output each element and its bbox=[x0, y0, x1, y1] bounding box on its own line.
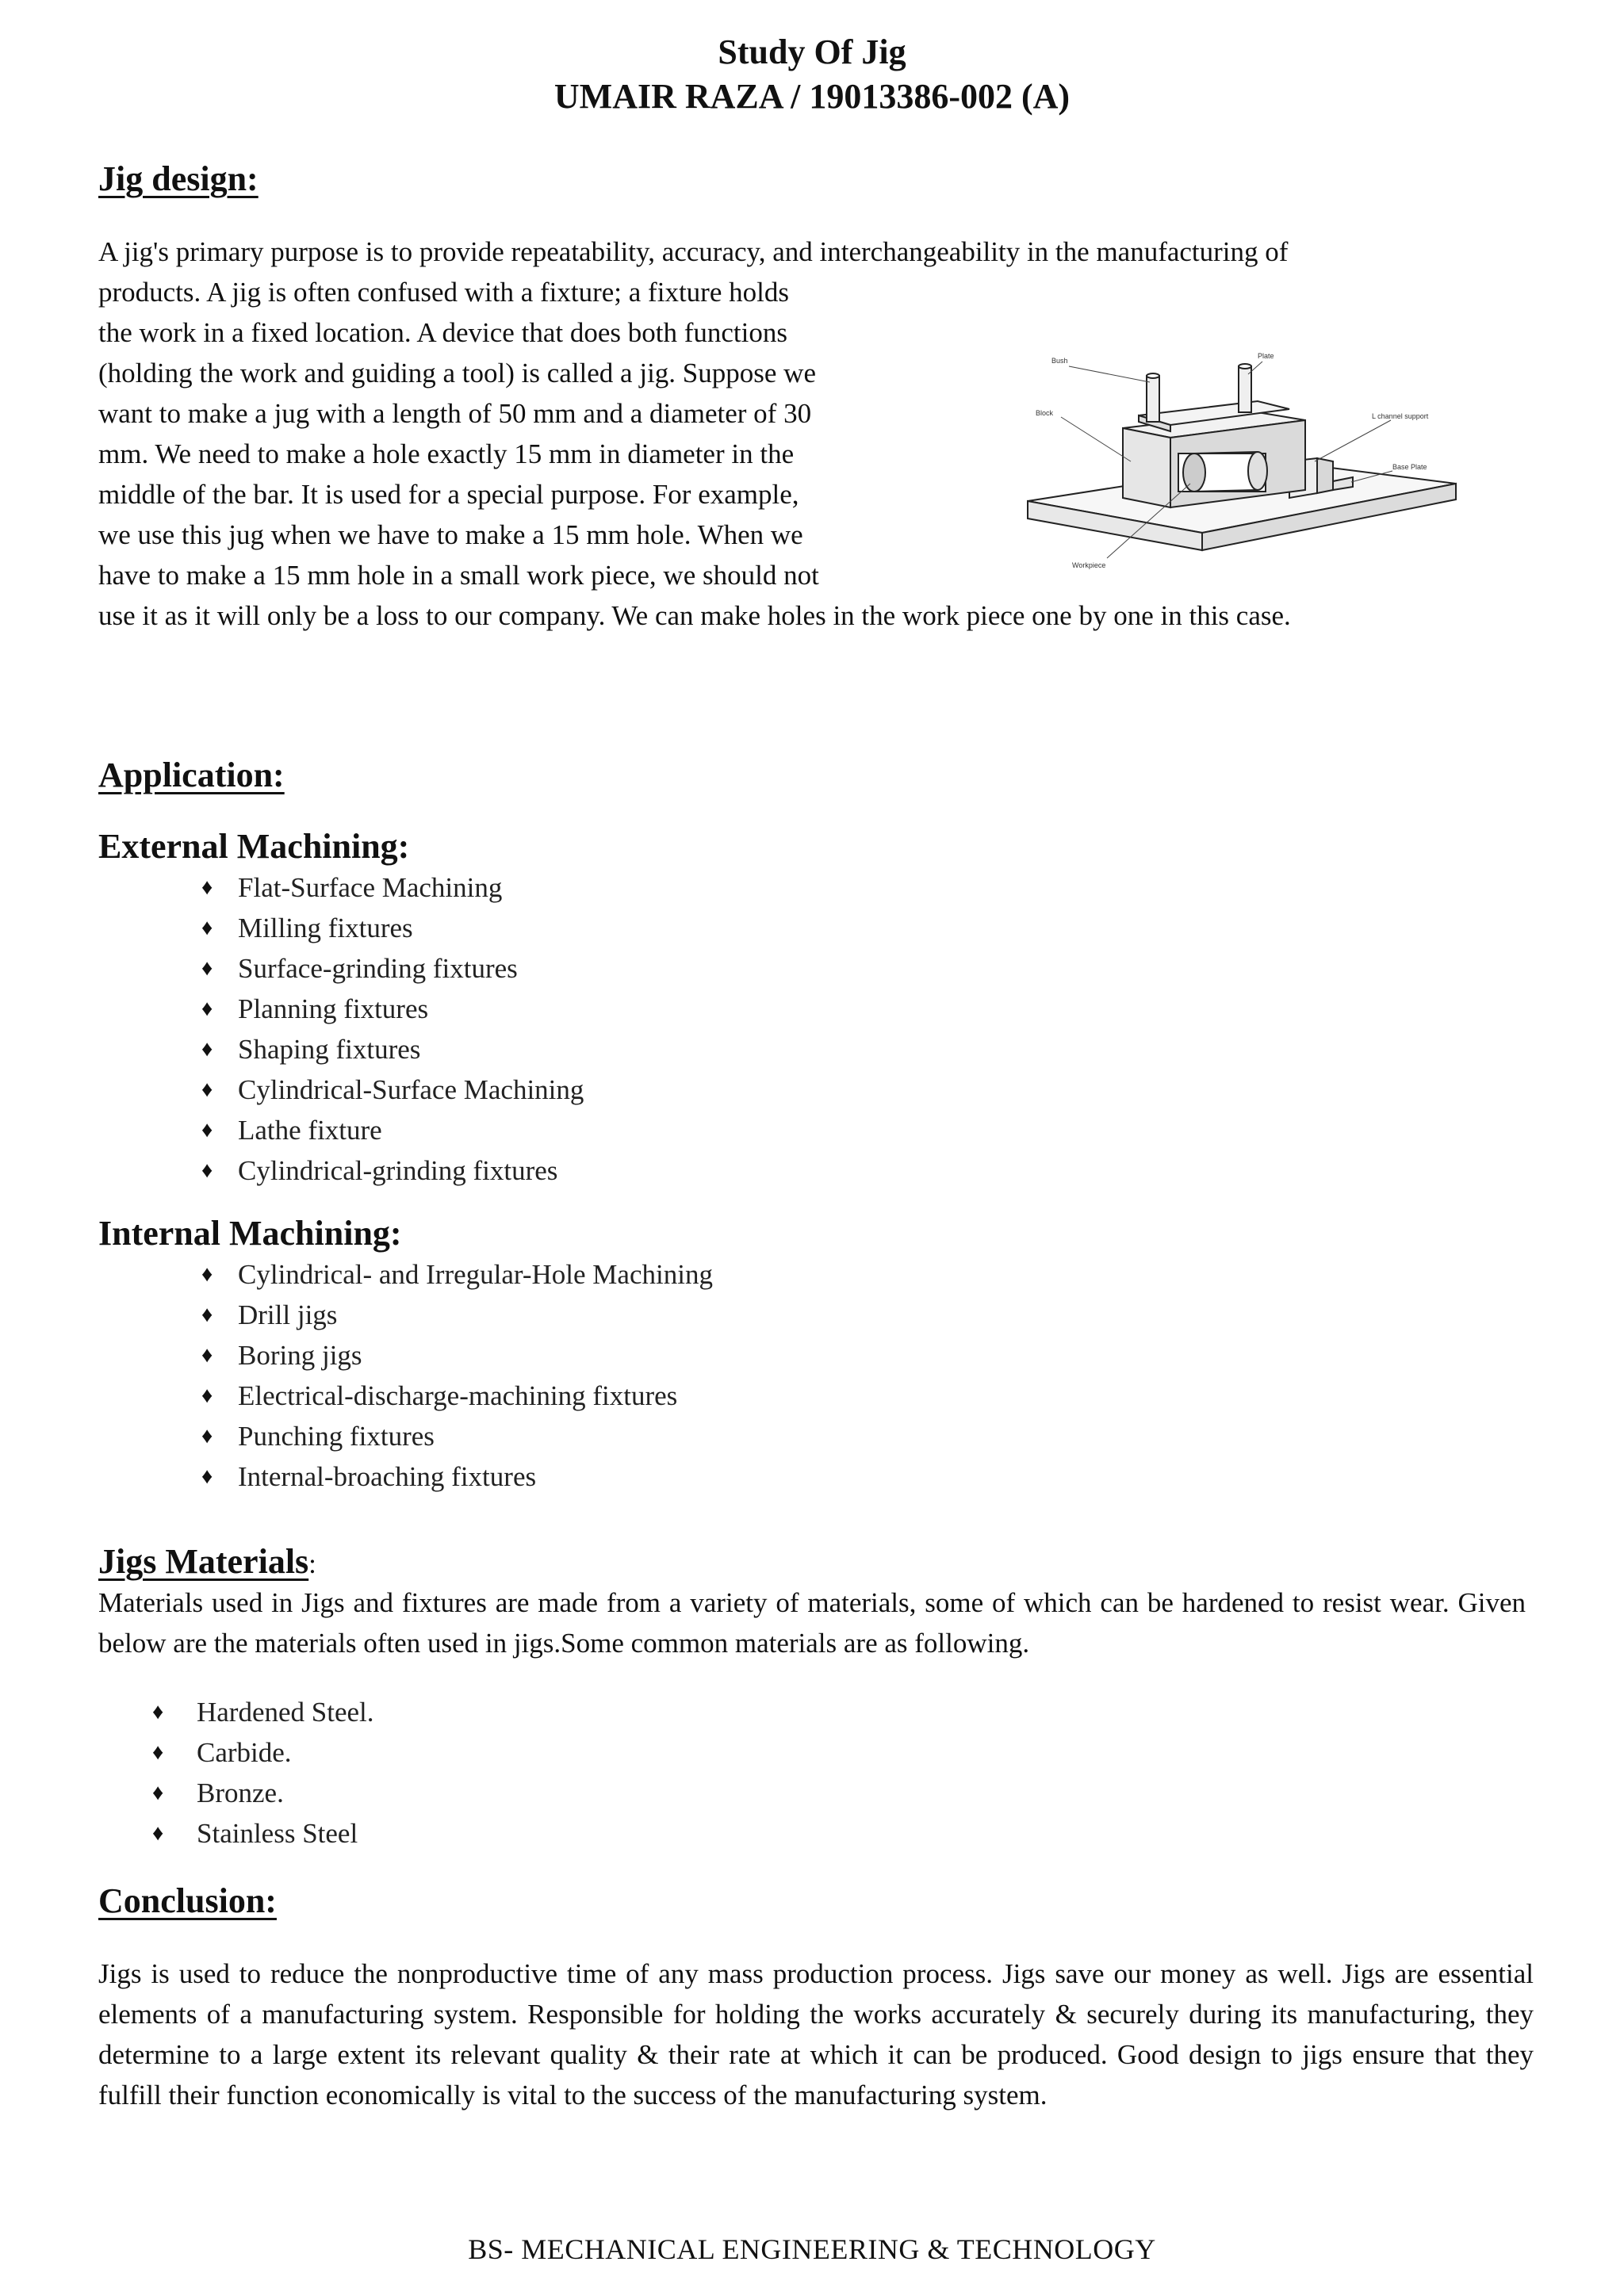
diamond-bullet-icon: ♦ bbox=[201, 875, 213, 900]
external-machining-title: External Machining: bbox=[98, 827, 410, 866]
intro-line-7: middle of the bar. It is used for a special purpose. For example, bbox=[98, 479, 799, 510]
diamond-bullet-icon: ♦ bbox=[201, 1424, 213, 1448]
intro-line-8: we use this jug when we have to make a 15 mm hole. When we bbox=[98, 519, 803, 550]
diamond-bullet-icon: ♦ bbox=[201, 997, 213, 1021]
intro-line-10: use it as it will only be a loss to our company. We can make holes in the work piece one by one in this case. bbox=[98, 600, 1291, 631]
jig-design-heading: Jig design: bbox=[98, 159, 259, 198]
list-item: ♦ Shaping fixtures bbox=[201, 1029, 584, 1070]
footer: BS- MECHANICAL ENGINEERING & TECHNOLOGY bbox=[468, 2233, 1156, 2265]
intro-line-4: (holding the work and guiding a tool) is called a jig. Suppose we bbox=[98, 358, 816, 388]
materials-list bbox=[152, 1692, 374, 1854]
external-machining-list bbox=[201, 867, 584, 1191]
intro-line-9: have to make a 15 mm hole in a small work piece, we should not bbox=[98, 560, 819, 591]
diamond-bullet-icon: ♦ bbox=[201, 1383, 213, 1408]
list-item: ♦ Drill jigs bbox=[201, 1295, 713, 1335]
list-item: ♦ Cylindrical-Surface Machining bbox=[201, 1070, 584, 1110]
list-item: ♦ Cylindrical-grinding fixtures bbox=[201, 1150, 584, 1191]
label-workpiece: Workpiece bbox=[1072, 561, 1106, 569]
list-item: ♦ Flat-Surface Machining bbox=[201, 867, 584, 908]
diamond-bullet-icon: ♦ bbox=[201, 1037, 213, 1062]
diamond-bullet-icon: ♦ bbox=[201, 1343, 213, 1368]
list-item: ♦ Planning fixtures bbox=[201, 989, 584, 1029]
author-line: UMAIR RAZA / 19013386-002 (A) bbox=[553, 77, 1071, 116]
diamond-bullet-icon: ♦ bbox=[201, 1464, 213, 1489]
list-item: ♦ Lathe fixture bbox=[201, 1110, 584, 1150]
materials-heading: Jigs Materials: bbox=[98, 1542, 316, 1581]
materials-text: Materials used in Jigs and fixtures are made from a variety of materials, some of which can be hardened to resist wear. Given below are the materials often used in jigs.Some common materials are as following. bbox=[98, 1587, 1526, 1659]
diamond-bullet-icon: ♦ bbox=[201, 916, 213, 940]
list-item: ♦ Bronze. bbox=[152, 1773, 374, 1813]
diamond-bullet-icon: ♦ bbox=[152, 1740, 164, 1765]
diamond-bullet-icon: ♦ bbox=[152, 1821, 164, 1846]
list-item: ♦ Punching fixtures bbox=[201, 1416, 713, 1456]
diamond-bullet-icon: ♦ bbox=[201, 956, 213, 981]
intro-line-5: want to make a jug with a length of 50 mm and a diameter of 30 bbox=[98, 398, 812, 429]
intro-line-6: mm. We need to make a hole exactly 15 mm in diameter in the bbox=[98, 438, 795, 469]
internal-machining-list bbox=[201, 1254, 713, 1497]
intro-line-2: products. A jig is often confused with a fixture; a fixture holds bbox=[98, 277, 789, 308]
label-l-channel: L channel support bbox=[1372, 412, 1429, 420]
label-bush: Bush bbox=[1051, 357, 1068, 365]
diamond-bullet-icon: ♦ bbox=[201, 1158, 213, 1183]
document-title: Study Of Jig bbox=[718, 33, 906, 71]
list-item: ♦ Surface-grinding fixtures bbox=[201, 948, 584, 989]
diamond-bullet-icon: ♦ bbox=[201, 1303, 213, 1327]
list-item: ♦ Internal-broaching fixtures bbox=[201, 1456, 713, 1497]
conclusion-text: Jigs is used to reduce the nonproductive time of any mass production process. Jigs save our money as well. Jigs are essential elements of a manufacturing system. Responsible for holding the works accurately & securely during its manufacturing, they determine to a large extent its relevant quality & their rate at which it can be produced. Good design to jigs ensure that they fulfill their function economically is vital to the success of the manufacturing system. bbox=[98, 1958, 1534, 2110]
list-item: ♦ Stainless Steel bbox=[152, 1813, 374, 1854]
list-item: ♦ Carbide. bbox=[152, 1732, 374, 1773]
internal-machining-title: Internal Machining: bbox=[98, 1214, 402, 1253]
jig-diagram bbox=[1020, 342, 1464, 580]
conclusion-heading: Conclusion: bbox=[98, 1881, 277, 1920]
list-item: ♦ Hardened Steel. bbox=[152, 1692, 374, 1732]
intro-line-1: A jig's primary purpose is to provide repeatability, accuracy, and interchangeability in the manufacturing of bbox=[98, 236, 1289, 267]
label-base-plate: Base Plate bbox=[1392, 463, 1427, 471]
list-item: ♦ Cylindrical- and Irregular-Hole Machining bbox=[201, 1254, 713, 1295]
diamond-bullet-icon: ♦ bbox=[152, 1781, 164, 1805]
diamond-bullet-icon: ♦ bbox=[201, 1077, 213, 1102]
diamond-bullet-icon: ♦ bbox=[152, 1700, 164, 1724]
label-block: Block bbox=[1036, 409, 1054, 417]
diamond-bullet-icon: ♦ bbox=[201, 1118, 213, 1142]
label-plate: Plate bbox=[1258, 352, 1274, 360]
diamond-bullet-icon: ♦ bbox=[201, 1262, 213, 1287]
intro-line-3: the work in a fixed location. A device that does both functions bbox=[98, 317, 787, 348]
list-item: ♦ Electrical-discharge-machining fixtures bbox=[201, 1376, 713, 1416]
list-item: ♦ Boring jigs bbox=[201, 1335, 713, 1376]
list-item: ♦ Milling fixtures bbox=[201, 908, 584, 948]
application-heading: Application: bbox=[98, 756, 285, 794]
